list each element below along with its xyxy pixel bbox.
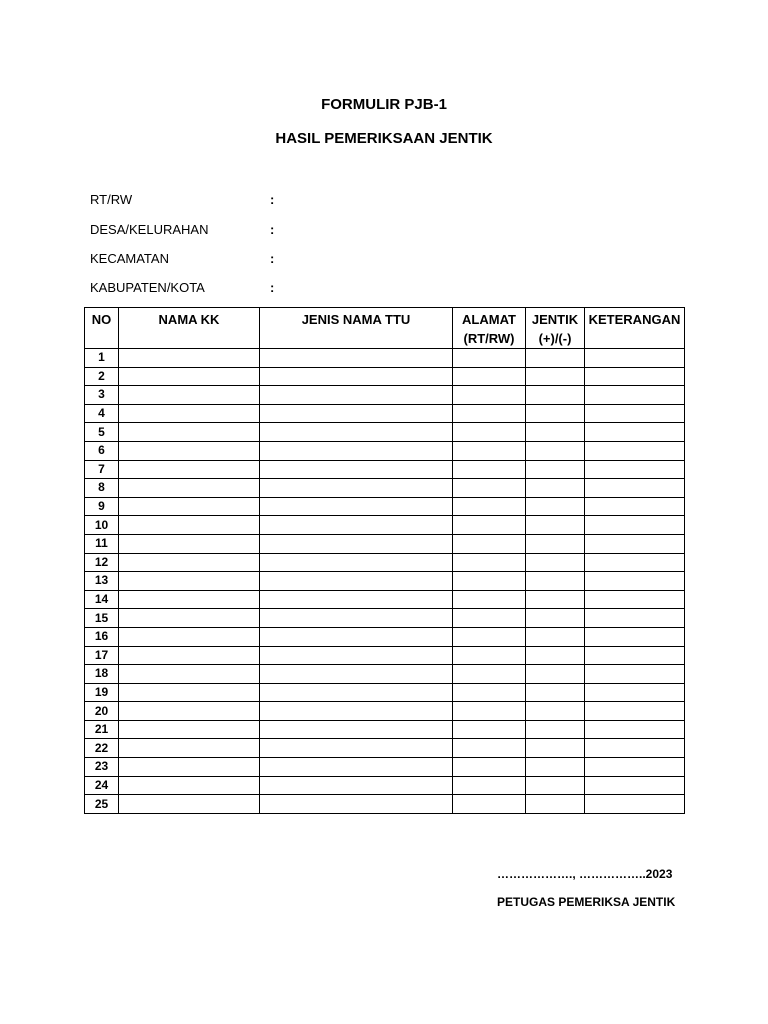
nama-kk-cell[interactable] [119,404,260,423]
nama-kk-cell[interactable] [119,646,260,665]
alamat-cell[interactable] [453,404,526,423]
table-row [85,720,685,739]
nama-kk-cell[interactable] [119,590,260,609]
keterangan-cell[interactable] [585,758,685,777]
table-row [85,349,685,368]
jenis-nama-ttu-cell[interactable] [260,646,453,665]
row-number-cell: 12 [85,553,119,572]
row-number-cell: 9 [85,497,119,516]
table-row [85,572,685,591]
row-number-cell: 4 [85,404,119,423]
jentik-cell[interactable] [526,572,585,591]
table-row [85,627,685,646]
keterangan-cell[interactable] [585,590,685,609]
keterangan-cell[interactable] [585,776,685,795]
jentik-cell[interactable] [526,646,585,665]
alamat-cell[interactable] [453,497,526,516]
row-number-cell: 19 [85,683,119,702]
jentik-cell[interactable] [526,590,585,609]
jentik-cell[interactable] [526,609,585,628]
keterangan-cell[interactable] [585,683,685,702]
keterangan-cell[interactable] [585,795,685,814]
alamat-cell[interactable] [453,702,526,721]
nama-kk-cell[interactable] [119,534,260,553]
nama-kk-cell[interactable] [119,609,260,628]
table-row [85,646,685,665]
nama-kk-cell[interactable] [119,386,260,405]
row-number-cell: 25 [85,795,119,814]
row-number-cell: 18 [85,665,119,684]
jenis-nama-ttu-cell[interactable] [260,702,453,721]
field-label: RT/RW [90,192,133,207]
row-number-cell: 17 [85,646,119,665]
jentik-cell[interactable] [526,349,585,368]
row-number-cell: 10 [85,516,119,535]
field-colon: : [270,222,275,237]
column-header-line: JENIS NAMA TTU [301,312,411,327]
table-row [85,423,685,442]
jentik-cell[interactable] [526,441,585,460]
alamat-cell[interactable] [453,609,526,628]
alamat-cell[interactable] [453,441,526,460]
keterangan-cell[interactable] [585,609,685,628]
row-number-cell: 3 [85,386,119,405]
keterangan-cell[interactable] [585,497,685,516]
jenis-nama-ttu-cell[interactable] [260,758,453,777]
jentik-cell[interactable] [526,460,585,479]
table-row [85,739,685,758]
keterangan-cell[interactable] [585,553,685,572]
field-rt-rw [90,192,390,210]
jentik-cell[interactable] [526,795,585,814]
keterangan-cell[interactable] [585,423,685,442]
column-header-nama-kk [119,308,260,349]
jenis-nama-ttu-cell[interactable] [260,479,453,498]
keterangan-cell[interactable] [585,386,685,405]
jenis-nama-ttu-cell[interactable] [260,720,453,739]
field-colon: : [270,280,275,295]
row-number-cell: 6 [85,441,119,460]
nama-kk-cell[interactable] [119,758,260,777]
row-number-cell: 23 [85,758,119,777]
alamat-cell[interactable] [453,386,526,405]
keterangan-cell[interactable] [585,646,685,665]
keterangan-cell[interactable] [585,739,685,758]
jentik-cell[interactable] [526,702,585,721]
row-number-cell: 13 [85,572,119,591]
jentik-cell[interactable] [526,627,585,646]
alamat-cell[interactable] [453,646,526,665]
jenis-nama-ttu-cell[interactable] [260,609,453,628]
column-header-line-2: (RT/RW) [463,331,515,346]
jenis-nama-ttu-cell[interactable] [260,553,453,572]
nama-kk-cell[interactable] [119,367,260,386]
jentik-cell[interactable] [526,739,585,758]
row-number-cell: 7 [85,460,119,479]
field-kecamatan [90,251,390,269]
field-label: KABUPATEN/KOTA [90,280,205,295]
nama-kk-cell[interactable] [119,720,260,739]
table-row [85,776,685,795]
table-header-row [85,308,685,349]
jenis-nama-ttu-cell[interactable] [260,534,453,553]
column-header-line: JENTIK [531,312,579,327]
column-header-line: KETERANGAN [588,312,681,327]
row-number-cell: 21 [85,720,119,739]
table-row [85,758,685,777]
keterangan-cell[interactable] [585,349,685,368]
table-row [85,441,685,460]
keterangan-cell[interactable] [585,627,685,646]
jenis-nama-ttu-cell[interactable] [260,590,453,609]
keterangan-cell[interactable] [585,516,685,535]
column-header-line: NO [91,312,112,327]
alamat-cell[interactable] [453,627,526,646]
jentik-cell[interactable] [526,758,585,777]
alamat-cell[interactable] [453,534,526,553]
field-desa-kelurahan [90,222,390,240]
nama-kk-cell[interactable] [119,739,260,758]
alamat-cell[interactable] [453,479,526,498]
alamat-cell[interactable] [453,665,526,684]
jentik-cell[interactable] [526,776,585,795]
column-header-jentik [526,308,585,349]
jenis-nama-ttu-cell[interactable] [260,795,453,814]
signature-date-line: ………………., ……………..2023 [497,867,673,881]
column-header-line: NAMA KK [158,312,220,327]
field-colon: : [270,251,275,266]
jenis-nama-ttu-cell[interactable] [260,386,453,405]
row-number-cell: 14 [85,590,119,609]
keterangan-cell[interactable] [585,665,685,684]
inspection-table [84,307,685,814]
table-row [85,460,685,479]
jentik-cell[interactable] [526,367,585,386]
column-header-alamat [453,308,526,349]
table-row [85,386,685,405]
alamat-cell[interactable] [453,423,526,442]
jentik-cell[interactable] [526,497,585,516]
jentik-cell[interactable] [526,516,585,535]
jenis-nama-ttu-cell[interactable] [260,572,453,591]
jenis-nama-ttu-cell[interactable] [260,497,453,516]
field-label: KECAMATAN [90,251,169,266]
form-subtitle: HASIL PEMERIKSAAN JENTIK [275,130,493,147]
nama-kk-cell[interactable] [119,795,260,814]
jenis-nama-ttu-cell[interactable] [260,627,453,646]
row-number-cell: 2 [85,367,119,386]
table-row [85,404,685,423]
alamat-cell[interactable] [453,553,526,572]
alamat-cell[interactable] [453,349,526,368]
keterangan-cell[interactable] [585,534,685,553]
alamat-cell[interactable] [453,460,526,479]
keterangan-cell[interactable] [585,572,685,591]
table-row [85,553,685,572]
table-row [85,516,685,535]
row-number-cell: 11 [85,534,119,553]
jenis-nama-ttu-cell[interactable] [260,441,453,460]
row-number-cell: 20 [85,702,119,721]
field-label: DESA/KELURAHAN [90,222,209,237]
jenis-nama-ttu-cell[interactable] [260,367,453,386]
row-number-cell: 22 [85,739,119,758]
jentik-cell[interactable] [526,534,585,553]
keterangan-cell[interactable] [585,479,685,498]
nama-kk-cell[interactable] [119,553,260,572]
table-row [85,665,685,684]
nama-kk-cell[interactable] [119,441,260,460]
table-row [85,683,685,702]
jenis-nama-ttu-cell[interactable] [260,423,453,442]
jenis-nama-ttu-cell[interactable] [260,404,453,423]
row-number-cell: 5 [85,423,119,442]
nama-kk-cell[interactable] [119,479,260,498]
jenis-nama-ttu-cell[interactable] [260,776,453,795]
alamat-cell[interactable] [453,720,526,739]
table-row [85,795,685,814]
table-row [85,479,685,498]
table-row [85,497,685,516]
column-header-line-2: (+)/(-) [538,331,572,346]
jentik-cell[interactable] [526,683,585,702]
alamat-cell[interactable] [453,795,526,814]
nama-kk-cell[interactable] [119,665,260,684]
column-header-keterangan [585,308,685,349]
table-row [85,534,685,553]
table-row [85,590,685,609]
row-number-cell: 15 [85,609,119,628]
alamat-cell[interactable] [453,683,526,702]
nama-kk-cell[interactable] [119,460,260,479]
jenis-nama-ttu-cell[interactable] [260,683,453,702]
nama-kk-cell[interactable] [119,349,260,368]
row-number-cell: 8 [85,479,119,498]
field-colon: : [270,192,275,207]
jenis-nama-ttu-cell[interactable] [260,739,453,758]
keterangan-cell[interactable] [585,460,685,479]
jentik-cell[interactable] [526,386,585,405]
column-header-jenis-nama-ttu [260,308,453,349]
nama-kk-cell[interactable] [119,683,260,702]
jentik-cell[interactable] [526,665,585,684]
row-number-cell: 16 [85,627,119,646]
column-header-line: ALAMAT [462,312,516,327]
signature-role: PETUGAS PEMERIKSA JENTIK [497,895,676,909]
keterangan-cell[interactable] [585,441,685,460]
keterangan-cell[interactable] [585,367,685,386]
nama-kk-cell[interactable] [119,572,260,591]
field-kabupaten-kota [90,280,390,298]
table-row [85,702,685,721]
alamat-cell[interactable] [453,739,526,758]
keterangan-cell[interactable] [585,404,685,423]
table-body [85,349,685,814]
column-header-no [85,308,119,349]
alamat-cell[interactable] [453,758,526,777]
alamat-cell[interactable] [453,572,526,591]
row-number-cell: 1 [85,349,119,368]
jenis-nama-ttu-cell[interactable] [260,516,453,535]
nama-kk-cell[interactable] [119,423,260,442]
jentik-cell[interactable] [526,720,585,739]
keterangan-cell[interactable] [585,702,685,721]
jentik-cell[interactable] [526,479,585,498]
alamat-cell[interactable] [453,776,526,795]
alamat-cell[interactable] [453,590,526,609]
nama-kk-cell[interactable] [119,776,260,795]
table-row [85,367,685,386]
nama-kk-cell[interactable] [119,497,260,516]
jenis-nama-ttu-cell[interactable] [260,460,453,479]
table-row [85,609,685,628]
jenis-nama-ttu-cell[interactable] [260,349,453,368]
nama-kk-cell[interactable] [119,627,260,646]
nama-kk-cell[interactable] [119,516,260,535]
jentik-cell[interactable] [526,423,585,442]
jentik-cell[interactable] [526,553,585,572]
form-title: FORMULIR PJB-1 [321,96,447,113]
nama-kk-cell[interactable] [119,702,260,721]
jenis-nama-ttu-cell[interactable] [260,665,453,684]
alamat-cell[interactable] [453,516,526,535]
alamat-cell[interactable] [453,367,526,386]
keterangan-cell[interactable] [585,720,685,739]
row-number-cell: 24 [85,776,119,795]
jentik-cell[interactable] [526,404,585,423]
